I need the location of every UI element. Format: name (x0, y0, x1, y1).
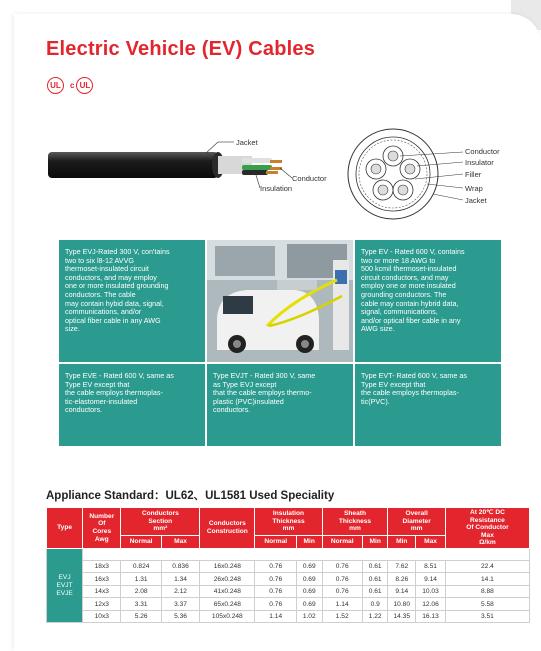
cross-conductor-label: Conductor (465, 147, 500, 156)
page-title: Electric Vehicle (EV) Cables (46, 38, 316, 60)
th-sheath-min: Min (362, 536, 388, 549)
th-insulation-min: Min (296, 536, 322, 549)
jacket-label: Jacket (236, 138, 258, 147)
cell-insulation-min: 0.69 (296, 598, 322, 611)
conductor-label: Conductor (292, 174, 327, 183)
cell-section-max: 5.36 (161, 610, 199, 623)
cell-construction: 65x0.248 (200, 598, 255, 611)
cell-insulation-normal: 0.76 (255, 598, 296, 611)
table-row (47, 598, 530, 611)
cell-sheath-min: 0.61 (362, 585, 388, 598)
cul-logo: UL (76, 77, 93, 94)
type-evj-box: Type EVJ-Rated 300 V, con'tains two to six l8-12 AVVG thermoset-insulated circuit conductors, and may employ one or more insulated grounding conductors. The cable may contain hybid data, signal, communications, and/or optical fiber cable in any AWG size. (59, 240, 205, 362)
cell-diameter-max: 8.51 (416, 560, 446, 573)
cell-section-max: 1.34 (161, 573, 199, 586)
th-sheath-normal: Normal (322, 536, 362, 549)
th-diameter-min: Min (388, 536, 416, 549)
cell-construction: 26x0.248 (200, 573, 255, 586)
ev-charging-photo (207, 240, 353, 362)
cell-diameter-max: 12.06 (416, 598, 446, 611)
cross-section-drawing (345, 126, 541, 222)
cell-resistance: 5.58 (445, 598, 529, 611)
cell-resistance: 3.51 (445, 610, 529, 623)
cell-construction: 41x0.248 (200, 585, 255, 598)
cell-sheath-min: 0.61 (362, 573, 388, 586)
cell-resistance: 14.1 (445, 573, 529, 586)
cell-cores: 10x3 (83, 610, 121, 623)
cross-jacket-label: Jacket (465, 196, 487, 205)
th-insulation: Insulation Thickness mm (255, 508, 322, 536)
insulation-label: Insulation (260, 184, 293, 193)
cell-section-normal: 2.08 (121, 585, 161, 598)
cell-resistance: 8.88 (445, 585, 529, 598)
cable-side-illustration (46, 138, 346, 198)
ul-logo: UL (47, 77, 64, 94)
cross-wrap-label: Wrap (465, 184, 483, 193)
th-insulation-normal: Normal (255, 536, 296, 549)
table-row (47, 585, 530, 598)
cell-cores: 12x3 (83, 598, 121, 611)
table-row (47, 610, 530, 623)
th-diameter: Overall Diameter mm (388, 508, 445, 536)
cell-sheath-normal: 1.14 (322, 598, 362, 611)
cell-section-normal: 5.26 (121, 610, 161, 623)
type-eve-box: Type EVE - Rated 600 V, same as Type EV except that the cable employs thermoplas- tic-elastomer-insulated conductors. (59, 364, 205, 446)
table-spacer-row (47, 548, 530, 560)
th-section-max: Max (161, 536, 199, 549)
th-section-normal: Normal (121, 536, 161, 549)
cell-diameter-min: 14.35 (388, 610, 416, 623)
th-resistance: At 20℃ DC Resistance Of Conductor Max Ω/km (445, 508, 529, 549)
cross-insulator-label: Insulator (465, 158, 494, 167)
ul-certification-marks (47, 77, 93, 94)
th-cores: Number Of Cores Awg (83, 508, 121, 549)
appliance-standard-title: Appliance Standard：UL62、UL1581 Used Speciality (46, 490, 335, 502)
cell-section-max: 0.836 (161, 560, 199, 573)
cell-diameter-max: 16.13 (416, 610, 446, 623)
cell-section-max: 3.37 (161, 598, 199, 611)
cell-sheath-normal: 1.52 (322, 610, 362, 623)
cell-diameter-max: 9.14 (416, 573, 446, 586)
table-row (47, 560, 530, 573)
cell-diameter-min: 8.26 (388, 573, 416, 586)
cell-cores: 18x3 (83, 560, 121, 573)
cell-sheath-min: 0.9 (362, 598, 388, 611)
cell-insulation-normal: 0.76 (255, 560, 296, 573)
cell-sheath-min: 1.22 (362, 610, 388, 623)
cell-sheath-min: 0.61 (362, 560, 388, 573)
cell-sheath-normal: 0.76 (322, 573, 362, 586)
cell-construction: 105x0.248 (200, 610, 255, 623)
cell-cores: 16x3 (83, 573, 121, 586)
cell-resistance: 22.4 (445, 560, 529, 573)
cell-insulation-normal: 0.76 (255, 573, 296, 586)
cell-sheath-normal: 0.76 (322, 585, 362, 598)
cell-section-normal: 3.31 (121, 598, 161, 611)
cell-insulation-min: 1.02 (296, 610, 322, 623)
cell-insulation-min: 0.69 (296, 585, 322, 598)
cell-diameter-min: 7.62 (388, 560, 416, 573)
cross-filler-label: Filler (465, 170, 482, 179)
type-evt-box: Type EVT- Rated 600 V, same as Type EV except that the cable employs thermoplas- tic(PVC). (355, 364, 501, 446)
type-cell: EVJ EVJT EVJE (47, 548, 83, 623)
th-diameter-max: Max (416, 536, 446, 549)
table-row (47, 573, 530, 586)
type-ev-box: Type EV - Rated 600 V, contains two or more 18 AWG to 500 kcmil thermoset-insulated circuit conductors, and may employ one or more insulated grounding conductors. The cable may contain hybrid data, signal, communications, and/or optical fiber cable in any AWG size. (355, 240, 501, 362)
cell-section-max: 2.12 (161, 585, 199, 598)
cell-insulation-min: 0.69 (296, 560, 322, 573)
cell-cores: 14x3 (83, 585, 121, 598)
cable-drawing (46, 138, 346, 198)
spacer-cell (83, 548, 530, 560)
cell-insulation-normal: 1.14 (255, 610, 296, 623)
specification-table (46, 507, 530, 623)
cell-sheath-normal: 0.76 (322, 560, 362, 573)
type-evjt-box: Type EVJT - Rated 300 V, same as Type EVJ except that the cable employs thermo- plastic (PVC)insulated conductors. (207, 364, 353, 446)
th-type: Type (47, 508, 83, 549)
cell-diameter-min: 10.80 (388, 598, 416, 611)
cell-construction: 16x0.248 (200, 560, 255, 573)
charging-illustration (207, 240, 353, 362)
cell-section-normal: 0.824 (121, 560, 161, 573)
cell-insulation-min: 0.69 (296, 573, 322, 586)
cell-diameter-min: 9.14 (388, 585, 416, 598)
cell-insulation-normal: 0.76 (255, 585, 296, 598)
cable-cross-section (345, 126, 541, 222)
th-construction: Conductors Construction (200, 508, 255, 549)
th-sheath: Sheath Thickness mm (322, 508, 388, 536)
cul-prefix: c (70, 81, 75, 90)
cell-section-normal: 1.31 (121, 573, 161, 586)
table-header-row (47, 508, 530, 536)
cell-diameter-max: 10.03 (416, 585, 446, 598)
th-section: Conductors Section mm² (121, 508, 200, 536)
